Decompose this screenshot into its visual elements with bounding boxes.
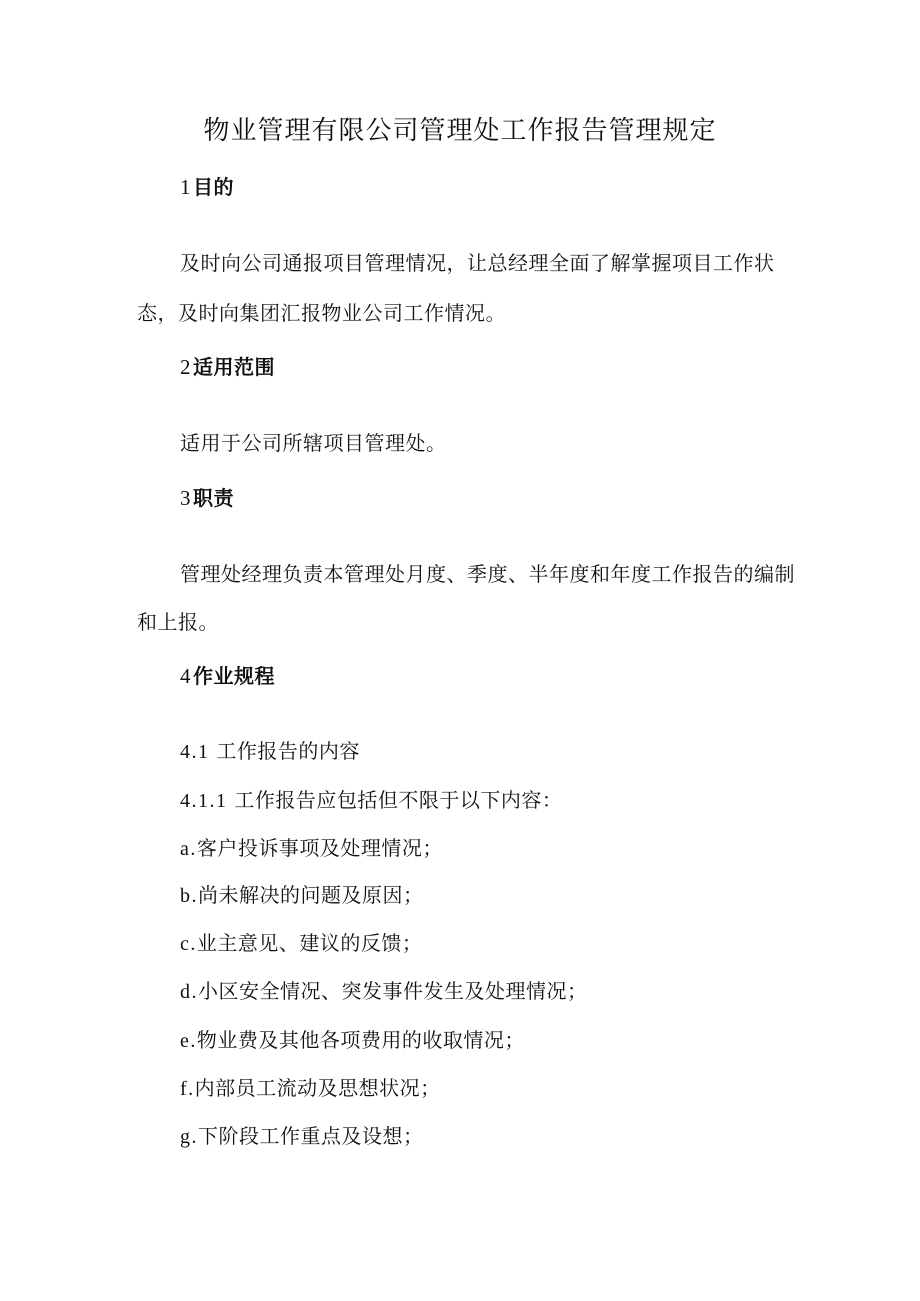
list-item	[180, 786, 562, 815]
list-text: 下阶段工作重点及设想；	[198, 1124, 424, 1148]
section-heading-scope	[180, 353, 275, 381]
list-marker: b.	[180, 885, 198, 907]
list-text: 小区安全情况、突发事件发生及处理情况；	[198, 979, 588, 1003]
list-item	[180, 834, 443, 863]
list-marker: 4.1	[180, 741, 210, 763]
section-heading-duties	[180, 484, 234, 512]
list-text: 客户投诉事项及处理情况；	[196, 836, 443, 860]
section-title: 职责	[193, 486, 234, 510]
section-number: 1	[180, 175, 191, 199]
list-marker: 4.1.1	[180, 790, 228, 812]
section-title: 适用范围	[193, 355, 275, 379]
list-item	[180, 737, 360, 766]
paragraph-line: 适用于公司所辖项目管理处。	[180, 431, 447, 455]
paragraph-line: 态，及时向集团汇报物业公司工作情况。	[137, 301, 506, 325]
list-text: 内部员工流动及思想状况；	[194, 1076, 441, 1100]
list-marker: e.	[180, 1030, 197, 1052]
paragraph-line: 及时向公司通报项目管理情况，让总经理全面了解掌握项目工作状	[180, 251, 775, 275]
section-heading-purpose	[180, 173, 234, 201]
list-item	[180, 929, 422, 958]
section-heading-procedure	[180, 662, 275, 690]
list-item	[180, 881, 424, 910]
list-marker: c.	[180, 933, 197, 955]
section-number: 4	[180, 664, 191, 688]
paragraph-line: 和上报。	[137, 610, 219, 634]
list-text: 工作报告的内容	[216, 739, 360, 763]
list-marker: d.	[180, 981, 198, 1003]
document-title: 物业管理有限公司管理处工作报告管理规定	[203, 116, 717, 146]
section-number: 2	[180, 355, 191, 379]
list-text: 业主意见、建议的反馈；	[196, 931, 423, 955]
section-title: 目的	[193, 175, 234, 199]
list-marker: f.	[180, 1078, 195, 1100]
section-number: 3	[180, 486, 191, 510]
list-marker: a.	[180, 838, 197, 860]
list-item	[180, 1026, 525, 1055]
list-marker: g.	[180, 1126, 198, 1148]
list-item	[180, 977, 588, 1006]
list-text: 物业费及其他各项费用的收取情况；	[196, 1028, 525, 1052]
section-title: 作业规程	[193, 664, 275, 688]
list-item	[180, 1074, 441, 1103]
list-text: 尚未解决的问题及原因；	[198, 883, 424, 907]
list-text: 工作报告应包括但不限于以下内容：	[234, 788, 563, 812]
list-item	[180, 1122, 424, 1151]
paragraph-line: 管理处经理负责本管理处月度、季度、半年度和年度工作报告的编制	[180, 562, 795, 586]
